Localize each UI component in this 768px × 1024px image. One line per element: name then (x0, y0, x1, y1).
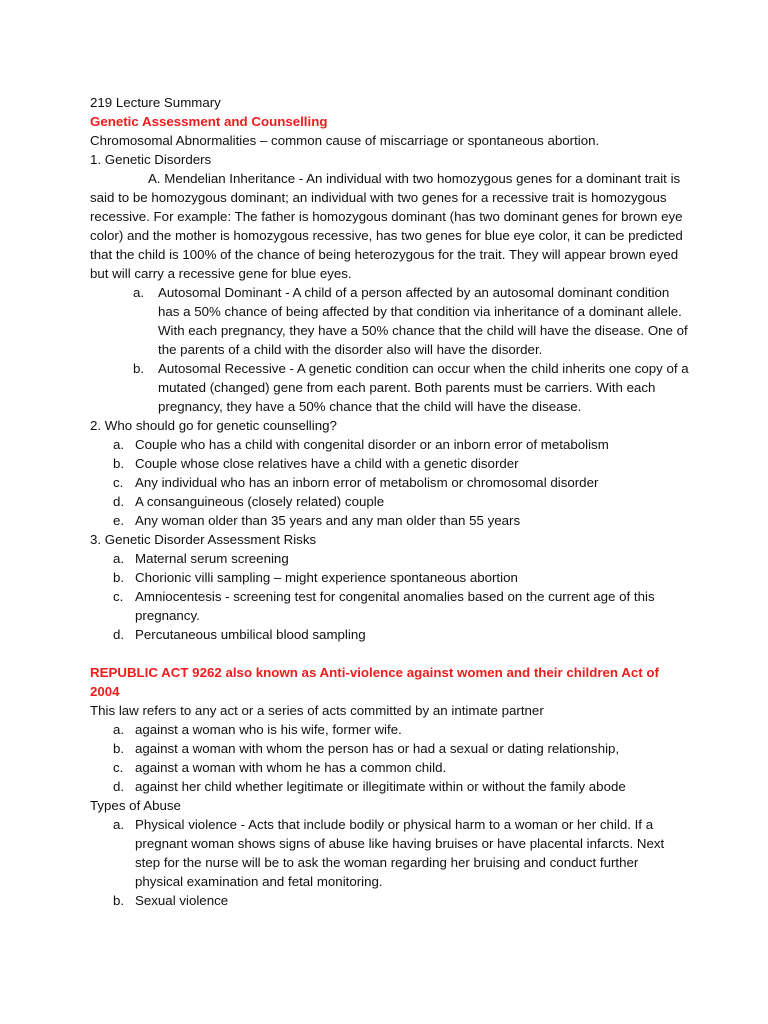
list-item-text: against a woman who is his wife, former wife. (135, 722, 402, 737)
list-item-text: Chorionic villi sampling – might experience spontaneous abortion (135, 570, 518, 585)
list-item (90, 777, 690, 796)
point-3-label: 3. Genetic Disorder Assessment Risks (90, 532, 317, 547)
list-item-text: Couple who has a child with congenital disorder or an inborn error of metabolism (135, 437, 609, 452)
document-body (90, 93, 690, 910)
list-marker: e. (113, 513, 125, 528)
section-heading-ra9262: REPUBLIC ACT 9262 also known as Anti-violence against women and their children Act of 2004 (90, 665, 659, 699)
document-title: 219 Lecture Summary (90, 95, 221, 110)
inheritance-list (90, 283, 690, 416)
list-item-text: Sexual violence (135, 893, 229, 908)
list-marker: d. (113, 627, 125, 642)
types-of-abuse-label: Types of Abuse (90, 798, 181, 813)
list-marker: b. (113, 456, 125, 471)
list-item (90, 359, 690, 416)
intro-paragraph: Chromosomal Abnormalities – common cause of miscarriage or spontaneous abortion. (90, 133, 600, 148)
spacer (90, 644, 690, 663)
list-item (90, 891, 690, 910)
list-marker: d. (113, 779, 125, 794)
list-item-text: against a woman with whom the person has or had a sexual or dating relationship, (135, 741, 620, 756)
list-item (90, 739, 690, 758)
list-item (90, 283, 690, 359)
list-item-text: Physical violence - Acts that include bodily or physical harm to a woman or her child. If a pregnant woman shows signs of abuse like having bruises or have placental infarcts. Next step for the nurse will be to ask the woman regarding her bruising and conduct further physical examination and fetal monitoring. (135, 817, 665, 889)
abuse-list (90, 815, 690, 910)
section-heading-genetic: Genetic Assessment and Counselling (90, 114, 328, 129)
list-item (90, 587, 690, 625)
list-marker: c. (113, 760, 124, 775)
list-item-text: Any individual who has an inborn error of metabolism or chromosomal disorder (135, 475, 599, 490)
list-item-text: Percutaneous umbilical blood sampling (135, 627, 366, 642)
list-item (90, 549, 690, 568)
list-item-text: Couple whose close relatives have a child with a genetic disorder (135, 456, 519, 471)
mendelian-paragraph: A. Mendelian Inheritance - An individual with two homozygous genes for a dominant trait is said to be homozygous dominant; an individual with two genes for a recessive trait is homozygous recessive. For example: The father is homozygous dominant (has two dominant genes for brown eye color) and the mother is homozygous recessive, has two genes for blue eye color, it can be predicted that the child is 100% of the chance of being heterozygous for the trait. They will appear brown eyed but will carry a recessive gene for blue eyes. (90, 171, 683, 281)
list-marker: d. (113, 494, 125, 509)
law-intro: This law refers to any act or a series of acts committed by an intimate partner (90, 703, 544, 718)
list-marker: c. (113, 589, 124, 604)
list-marker: c. (113, 475, 124, 490)
list-item-text: Autosomal Recessive - A genetic condition can occur when the child inherits one copy of a mutated (changed) gene from each parent. Both parents must be carriers. With each pregnancy, they have a 50% chance that the child will have the disease. (158, 361, 689, 414)
list-item-text: Any woman older than 35 years and any man older than 55 years (135, 513, 521, 528)
list-item-text: Maternal serum screening (135, 551, 289, 566)
list-item (90, 568, 690, 587)
counselling-list (90, 435, 690, 530)
list-marker: b. (113, 741, 125, 756)
point-1-label: 1. Genetic Disorders (90, 152, 212, 167)
list-item-text: against a woman with whom he has a common child. (135, 760, 447, 775)
list-item-text: Amniocentesis - screening test for congenital anomalies based on the current age of this pregnancy. (135, 589, 655, 623)
list-marker: b. (113, 893, 125, 908)
list-item (90, 492, 690, 511)
list-item (90, 454, 690, 473)
list-item (90, 625, 690, 644)
list-marker: b. (113, 570, 125, 585)
list-item (90, 473, 690, 492)
list-item (90, 435, 690, 454)
point-2-label: 2. Who should go for genetic counselling? (90, 418, 337, 433)
partner-list (90, 720, 690, 796)
list-marker: a. (113, 551, 125, 566)
list-item (90, 511, 690, 530)
list-marker: b. (133, 361, 145, 376)
list-item-text: A consanguineous (closely related) couple (135, 494, 385, 509)
list-item (90, 758, 690, 777)
list-marker: a. (133, 285, 145, 300)
list-item-text: against her child whether legitimate or illegitimate within or without the family abode (135, 779, 626, 794)
list-item (90, 815, 690, 891)
list-marker: a. (113, 722, 125, 737)
list-item-text: Autosomal Dominant - A child of a person affected by an autosomal dominant condition has a 50% chance of being affected by that condition via inheritance of a dominant allele. With each pregnancy, they have a 50% chance that the child will have the disease. One of the parents of a child with the disorder also will have the disorder. (158, 285, 688, 357)
list-item (90, 720, 690, 739)
risk-list (90, 549, 690, 644)
list-marker: a. (113, 437, 125, 452)
list-marker: a. (113, 817, 125, 832)
